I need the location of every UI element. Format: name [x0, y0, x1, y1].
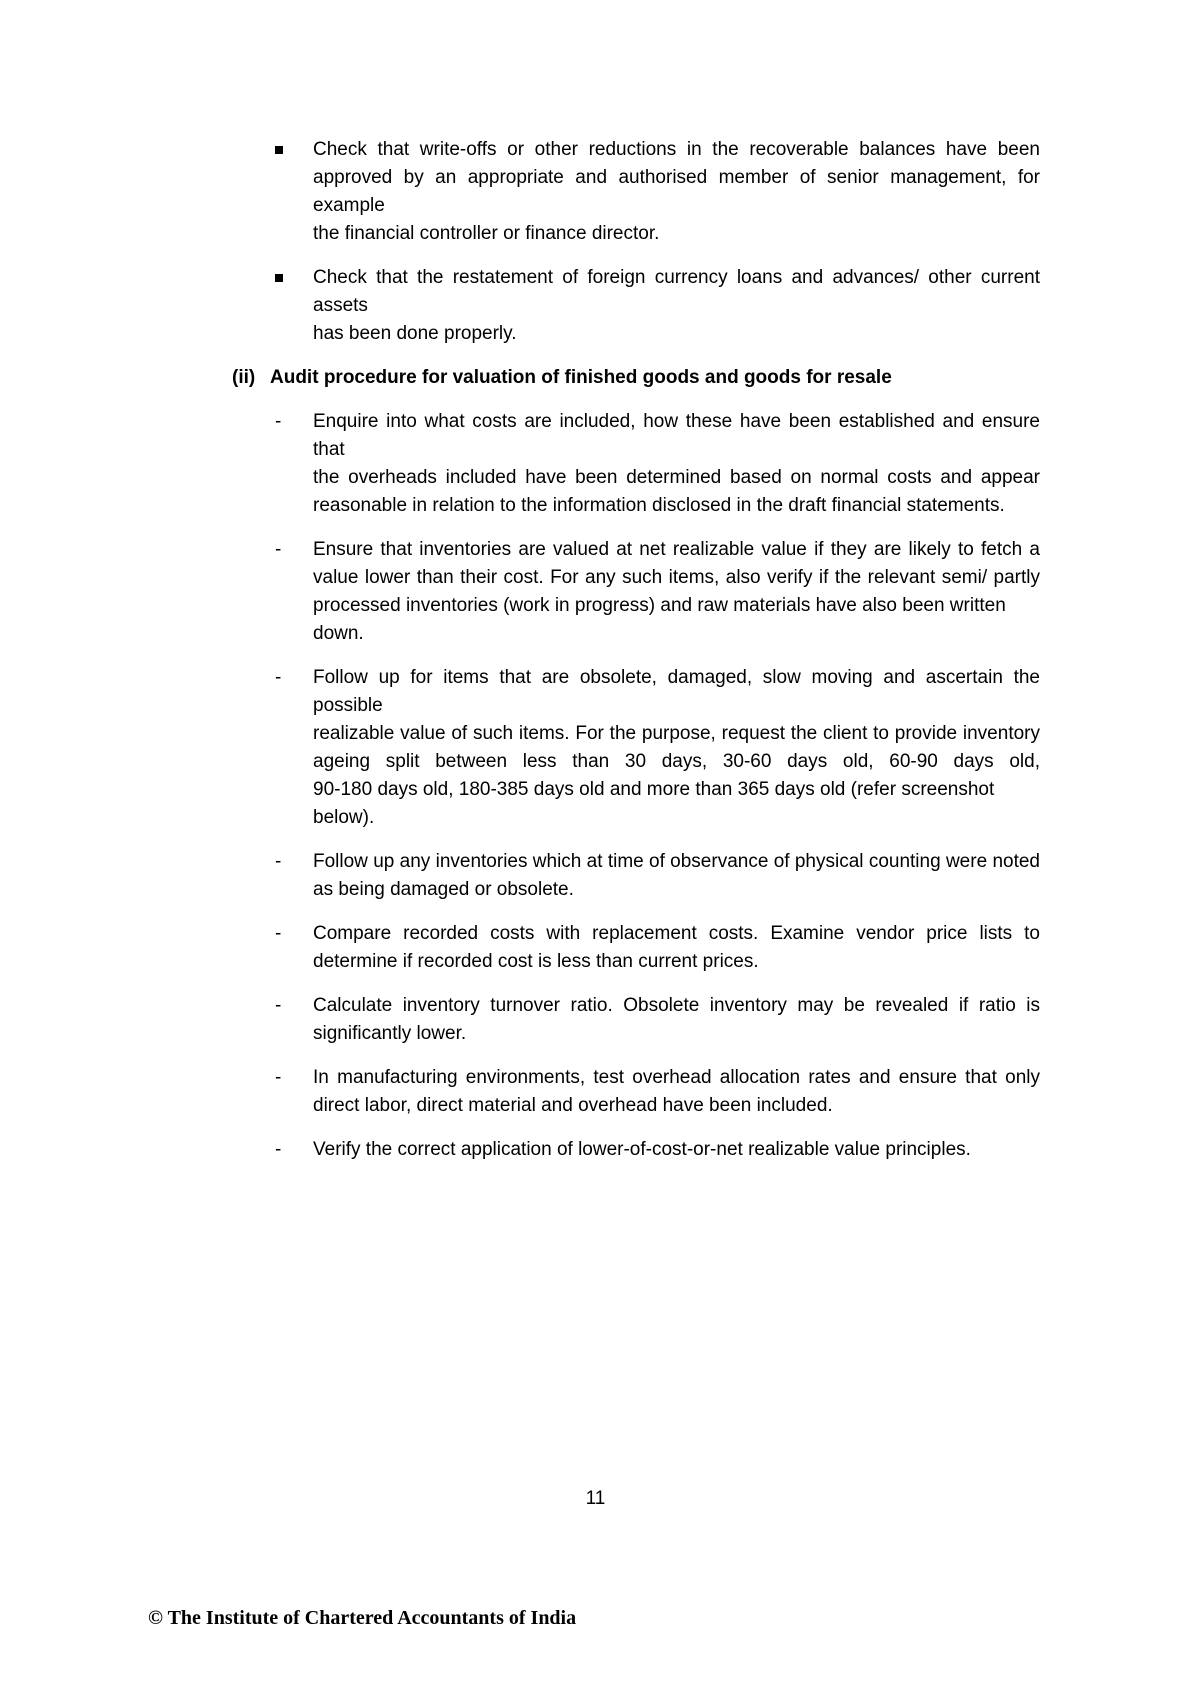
- text-line: reasonable in relation to the information disclosed in the draft financial statements.: [313, 495, 1005, 516]
- text-line: Enquire into what costs are included, how these have been established and ensure that: [313, 411, 1040, 460]
- square-bullet-marker: [275, 264, 313, 348]
- dash-bullet-icon: -: [275, 539, 282, 560]
- bullet-item: [275, 664, 1040, 832]
- text-line: processed inventories (work in progress) and raw materials have also been written down.: [313, 595, 1006, 644]
- bullet-item: [275, 992, 1040, 1048]
- paragraph-text: [313, 408, 1040, 520]
- text-line: 90-180 days old, 180-385 days old and more than 365 days old (refer screenshot below).: [313, 779, 995, 828]
- square-bullet-icon: [275, 146, 283, 154]
- paragraph-text: [313, 264, 1040, 348]
- page-number: 11: [585, 1488, 606, 1509]
- text-line: approved by an appropriate and authorised member of senior management, for example: [313, 167, 1040, 216]
- text-line: ageing split between less than 30 days, 30-60 days old, 60-90 days old,: [313, 751, 1040, 772]
- paragraph-text: [270, 364, 1040, 392]
- text-line: Compare recorded costs with replacement costs. Examine vendor price lists to: [313, 923, 1040, 944]
- dash-bullet-icon: -: [275, 923, 282, 944]
- text-line: Verify the correct application of lower-of-cost-or-net realizable value principles.: [313, 1139, 971, 1160]
- text-line: In manufacturing environments, test overhead allocation rates and ensure that only: [313, 1067, 1040, 1088]
- bullet-item: [275, 536, 1040, 648]
- square-bullet-icon: [275, 274, 283, 282]
- paragraph-text: [313, 136, 1040, 248]
- paragraph-text: [313, 536, 1040, 648]
- heading-number: (ii): [232, 367, 256, 388]
- bullet-item: [275, 408, 1040, 520]
- text-line: Ensure that inventories are valued at net realizable value if they are likely to fetch a: [313, 539, 1040, 560]
- document-body: [232, 136, 1040, 1180]
- text-line: as being damaged or obsolete.: [313, 879, 574, 900]
- text-line: Audit procedure for valuation of finished goods and goods for resale: [270, 367, 892, 388]
- text-line: Calculate inventory turnover ratio. Obsolete inventory may be revealed if ratio is: [313, 995, 1040, 1016]
- copyright-footer: © The Institute of Chartered Accountants of India: [148, 1607, 577, 1629]
- paragraph-text: [313, 848, 1040, 904]
- dash-bullet-icon: -: [275, 1067, 282, 1088]
- paragraph-text: [313, 664, 1040, 832]
- text-line: Check that the restatement of foreign currency loans and advances/ other current assets: [313, 267, 1040, 316]
- dash-bullet-icon: -: [275, 411, 282, 432]
- paragraph-text: [313, 920, 1040, 976]
- text-line: realizable value of such items. For the purpose, request the client to provide inventory: [313, 723, 1040, 744]
- bullet-item: [275, 264, 1040, 348]
- text-line: Follow up any inventories which at time of observance of physical counting were noted: [313, 851, 1040, 872]
- paragraph-text: [313, 1136, 1040, 1164]
- bullet-item: [275, 848, 1040, 904]
- dash-bullet-icon: -: [275, 667, 282, 688]
- paragraph-text: [313, 1064, 1040, 1120]
- dash-bullet-icon: -: [275, 1139, 282, 1160]
- square-bullet-marker: [275, 136, 313, 248]
- paragraph-text: [313, 992, 1040, 1048]
- dash-bullet-icon: -: [275, 995, 282, 1016]
- text-line: significantly lower.: [313, 1023, 467, 1044]
- text-line: has been done properly.: [313, 323, 517, 344]
- dash-bullet-icon: -: [275, 851, 282, 872]
- bullet-item: [275, 136, 1040, 248]
- text-line: the overheads included have been determined based on normal costs and appear: [313, 467, 1040, 488]
- bullet-item: [275, 920, 1040, 976]
- text-line: Follow up for items that are obsolete, damaged, slow moving and ascertain the possible: [313, 667, 1040, 716]
- section-heading: [232, 364, 1040, 392]
- bullet-item: [275, 1064, 1040, 1120]
- text-line: the financial controller or finance director.: [313, 223, 660, 244]
- text-line: value lower than their cost. For any such items, also verify if the relevant semi/ partly: [313, 567, 1040, 588]
- text-line: Check that write-offs or other reductions in the recoverable balances have been: [313, 139, 1040, 160]
- text-line: direct labor, direct material and overhead have been included.: [313, 1095, 833, 1116]
- text-line: determine if recorded cost is less than current prices.: [313, 951, 759, 972]
- bullet-item: [275, 1136, 1040, 1164]
